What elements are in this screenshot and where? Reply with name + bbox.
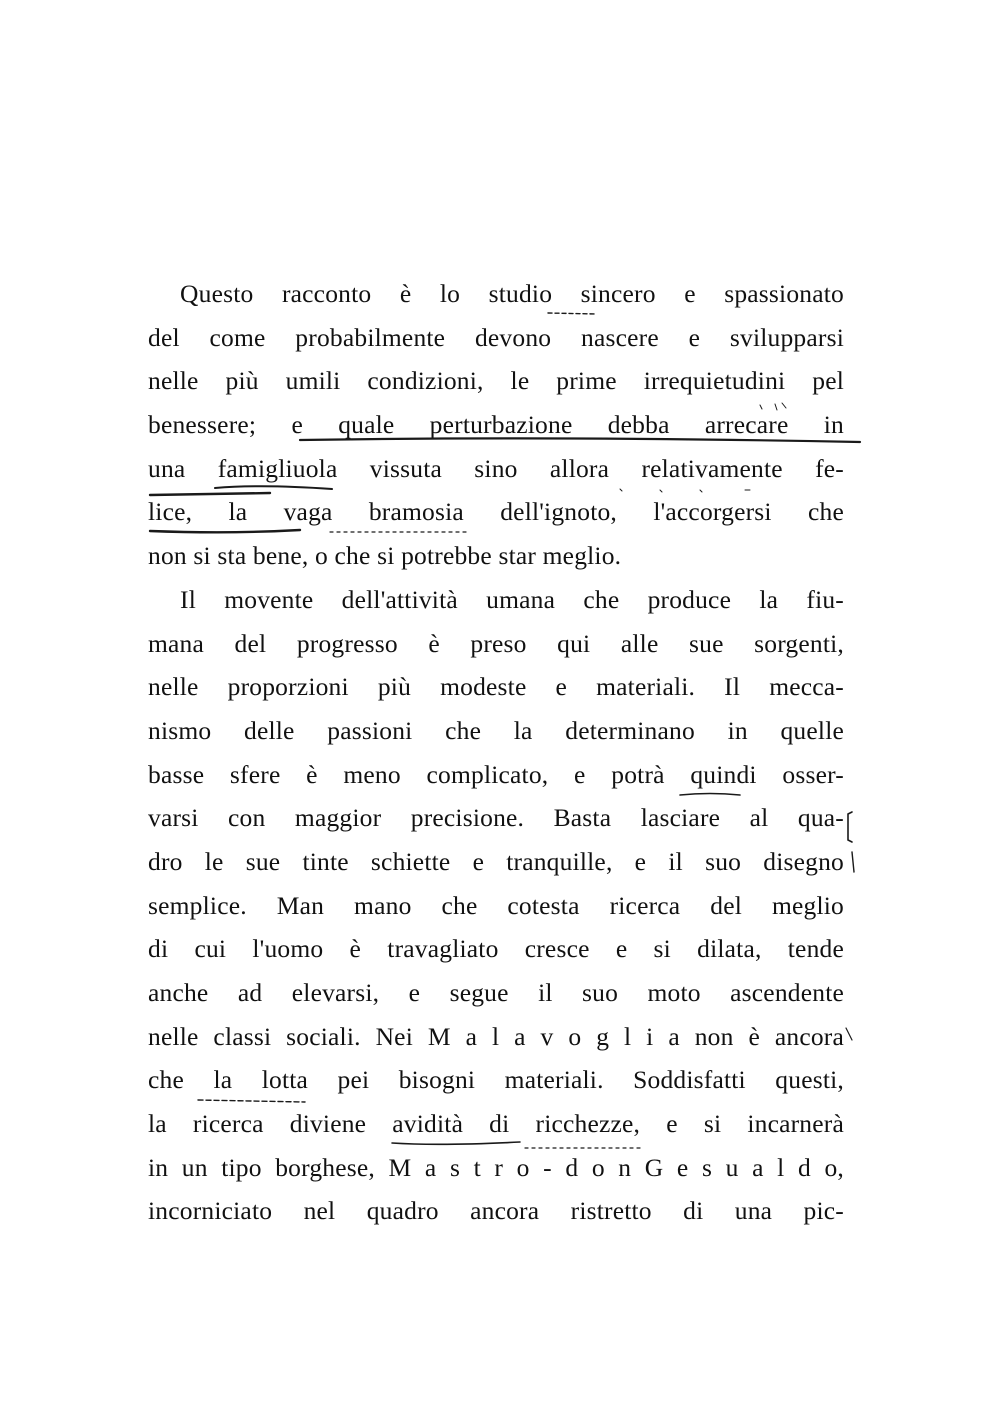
text-line: che la lotta pei bisogni materiali. Soddisfatti questi, [148,1065,844,1095]
text-line: basse sfere è meno complicato, e potrà quindi osser- [148,759,844,789]
text-line: nelle proporzioni più modeste e materiali. Il mecca- [148,672,844,702]
text-line: varsi con maggior precisione. Basta lasciare al qua- [148,803,844,833]
text-line: dro le sue tinte schiette e tranquille, e il suo disegno [148,846,844,876]
text-line: nismo delle passioni che la determinano in quelle [148,715,844,745]
text-line: incorniciato nel quadro ancora ristretto di una pic- [148,1196,844,1226]
margin-bracket [852,852,854,872]
text-line: in un tipo borghese, M a s t r o - d o n G e s u a l d o, [148,1152,844,1182]
text-line: Il movente dell'attività umana che produce la fiu- [180,584,844,614]
text-line: nelle classi sociali. Nei M a l a v o g l i a non è ancora [148,1021,844,1051]
text-line: mana del progresso è preso qui alle sue sorgenti, [148,628,844,658]
text-line: non si sta bene, o che si potrebbe star meglio. [148,541,622,571]
text-line: benessere; e quale perturbazione debba arrecare in [148,410,844,440]
text-line: anche ad elevarsi, e segue il suo moto ascendente [148,978,844,1007]
margin-tick [846,1028,852,1040]
margin-bracket [848,812,852,842]
text-line: semplice. Man mano che cotesta ricerca del meglio [148,890,844,920]
text-line: di cui l'uomo è travagliato cresce e si dilata, tende [148,934,844,964]
text-line: lice, la vaga bramosia dell'ignoto, l'accorgersi che [148,497,844,527]
text-line: nelle più umili condizioni, le prime irrequietudini pel [148,366,844,396]
text-line: del come probabilmente devono nascere e svilupparsi [148,322,844,352]
text-line: Questo racconto è lo studio sincero e spassionato [180,279,844,308]
text-line: la ricerca diviene avidità di ricchezze, e si incarnerà [148,1109,844,1139]
text-block [148,272,844,1233]
text-line: una famigliuola vissuta sino allora relativamente fe- [148,453,844,483]
